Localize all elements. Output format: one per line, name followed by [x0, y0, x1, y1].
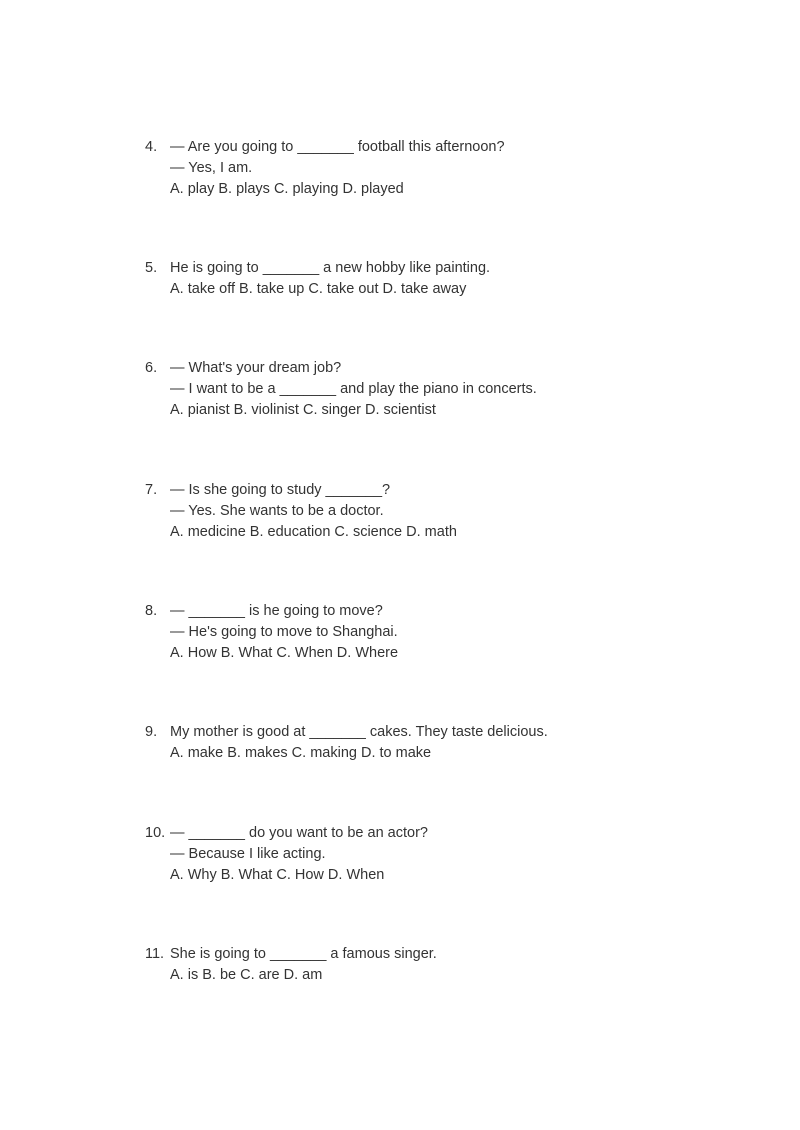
answer-options: A. Why B. What C. How D. When [170, 867, 385, 883]
question-line: She is going to _______ a famous singer. [170, 946, 437, 962]
question-5 [145, 258, 765, 300]
answer-options: A. medicine B. education C. science D. math [170, 524, 457, 540]
question-number: 5. [145, 260, 158, 276]
question-6 [145, 358, 765, 421]
question-4 [145, 137, 765, 200]
question-line: — Are you going to _______ football this afternoon? [170, 139, 505, 155]
question-number: 6. [145, 360, 158, 376]
question-line: — He's going to move to Shanghai. [170, 624, 398, 640]
question-9 [145, 722, 765, 764]
question-number: 4. [145, 139, 158, 155]
question-11 [145, 944, 765, 986]
question-line: He is going to _______ a new hobby like painting. [170, 260, 491, 276]
answer-options: A. is B. be C. are D. am [170, 967, 323, 983]
answer-options: A. make B. makes C. making D. to make [170, 745, 432, 761]
answer-options: A. take off B. take up C. take out D. take away [170, 281, 467, 297]
question-number: 8. [145, 603, 158, 619]
question-line: — _______ is he going to move? [170, 603, 383, 619]
question-line: — Yes, I am. [170, 160, 253, 176]
question-7 [145, 480, 765, 543]
answer-options: A. pianist B. violinist C. singer D. scientist [170, 402, 436, 418]
question-line: My mother is good at _______ cakes. They taste delicious. [170, 724, 548, 740]
question-line: — What's your dream job? [170, 360, 342, 376]
question-line: — Yes. She wants to be a doctor. [170, 503, 384, 519]
question-number: 11. [145, 946, 165, 962]
question-line: — _______ do you want to be an actor? [170, 825, 428, 841]
question-line: — I want to be a _______ and play the piano in concerts. [170, 381, 537, 397]
question-8 [145, 601, 765, 664]
question-line: — Because I like acting. [170, 846, 326, 862]
question-10 [145, 823, 765, 886]
answer-options: A. play B. plays C. playing D. played [170, 181, 404, 197]
question-line: — Is she going to study _______? [170, 482, 391, 498]
question-number: 7. [145, 482, 158, 498]
question-number: 9. [145, 724, 158, 740]
answer-options: A. How B. What C. When D. Where [170, 645, 399, 661]
question-number: 10. [145, 825, 166, 841]
